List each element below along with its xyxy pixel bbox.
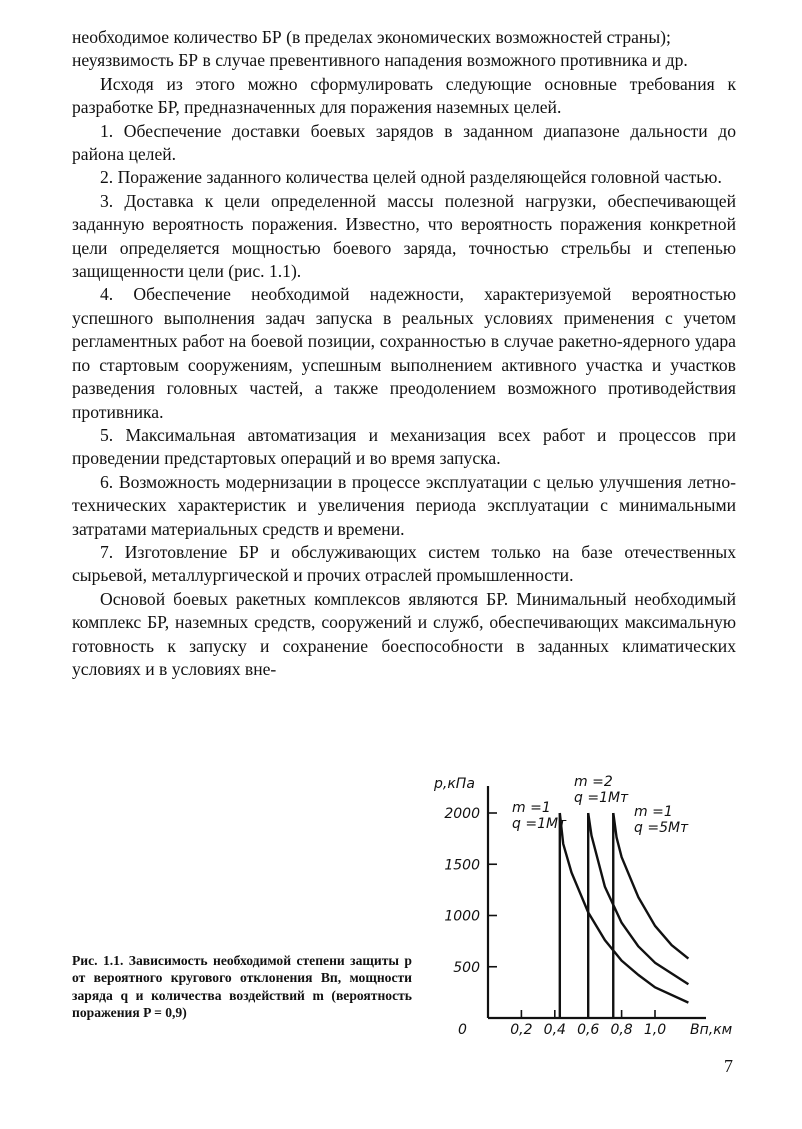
paragraph: 1. Обеспечение доставки боевых зарядов в заданном диапазоне дальности до района целей. — [72, 120, 736, 165]
paragraph: 2. Поражение заданного количества целей одной разделяющейся головной частью. — [100, 167, 722, 188]
y-tick-label: 1500 — [444, 857, 480, 874]
series-label: q =5Mт — [634, 820, 689, 836]
series-label: q =1Mт — [574, 790, 629, 806]
paragraph: 7. Изготовление БР и обслуживающих систем только на базе отечественных сырьевой, металлургической и прочих отраслей промышленности. — [72, 541, 736, 586]
series-label: m =1 — [634, 804, 673, 820]
series-label: m =1 — [512, 800, 551, 816]
paragraph: 4. Обеспечение необходимой надежности, характеризуемой вероятностью успешного выполнения задач запуска в реальных условиях применения с учетом регламентных работ на боевой позиции, сохранностью в случае ракетно-ядерного удара по стартовым сооружениям, успешным выполнением активного участка и участков разведения головных частей, а также преодолением возможного противодействия противника. — [72, 284, 736, 422]
x-tick-label: 0,2 — [510, 1022, 533, 1038]
series-label: q =1Mт — [512, 816, 567, 832]
page-number: 7 — [724, 1056, 733, 1076]
x-axis-label: Bп,км — [690, 1022, 733, 1038]
series-curve — [560, 813, 689, 1003]
figure-1-1 — [428, 768, 758, 1068]
y-tick-label: 500 — [453, 959, 480, 976]
paragraph: необходимое количество БР (в пределах экономических возможностей страны); — [72, 27, 671, 47]
x-tick-label: 0,6 — [577, 1022, 600, 1038]
body-text — [72, 26, 736, 681]
origin-label: 0 — [458, 1022, 467, 1038]
paragraph: Основой боевых ракетных комплексов являются БР. Минимальный необходимый комплекс БР, наземных средств, сооружений и служб, обеспечивающих максимальную готовность к запуску и сохранение боеспособности в заданных климатических условиях и в условиях вне- — [72, 588, 736, 679]
y-tick-label: 1000 — [444, 908, 480, 925]
paragraph: 3. Доставка к цели определенной массы полезной нагрузки, обеспечивающей заданную вероятность поражения. Известно, что вероятность поражения конкретной цели определяется мощностью боевого заряда, точностью стрельбы и степенью защищенности цели (рис. 1.1). — [72, 190, 736, 282]
y-tick-label: 2000 — [444, 806, 480, 822]
y-axis-label: p,кПа — [434, 776, 475, 792]
paragraph: 6. Возможность модернизации в процессе эксплуатации с целью улучшения летно-технических характеристик и увеличения периода эксплуатации с минимальными затратами материальных средств и времени. — [72, 471, 736, 539]
x-tick-label: 0,8 — [610, 1022, 633, 1038]
series-label: m =2 — [574, 774, 613, 790]
paragraph: неуязвимость БР в случае превентивного нападения возможного противника и др. — [72, 50, 688, 71]
x-tick-label: 0,4 — [543, 1022, 566, 1038]
paragraph: Исходя из этого можно сформулировать следующие основные требования к разработке БР, предназначенных для поражения наземных целей. — [72, 73, 736, 118]
paragraph: 5. Максимальная автоматизация и механизация всех работ и процессов при проведении предстартовых операций и во время запуска. — [72, 424, 736, 469]
protection-chart — [428, 768, 758, 1068]
figure-caption: Рис. 1.1. Зависимость необходимой степени защиты p от вероятного кругового отклонения Bп, мощности заряда q и количества воздействий m (вероятность поражения P = 0,9) — [72, 953, 412, 1021]
x-tick-label: 1,0 — [643, 1022, 667, 1038]
